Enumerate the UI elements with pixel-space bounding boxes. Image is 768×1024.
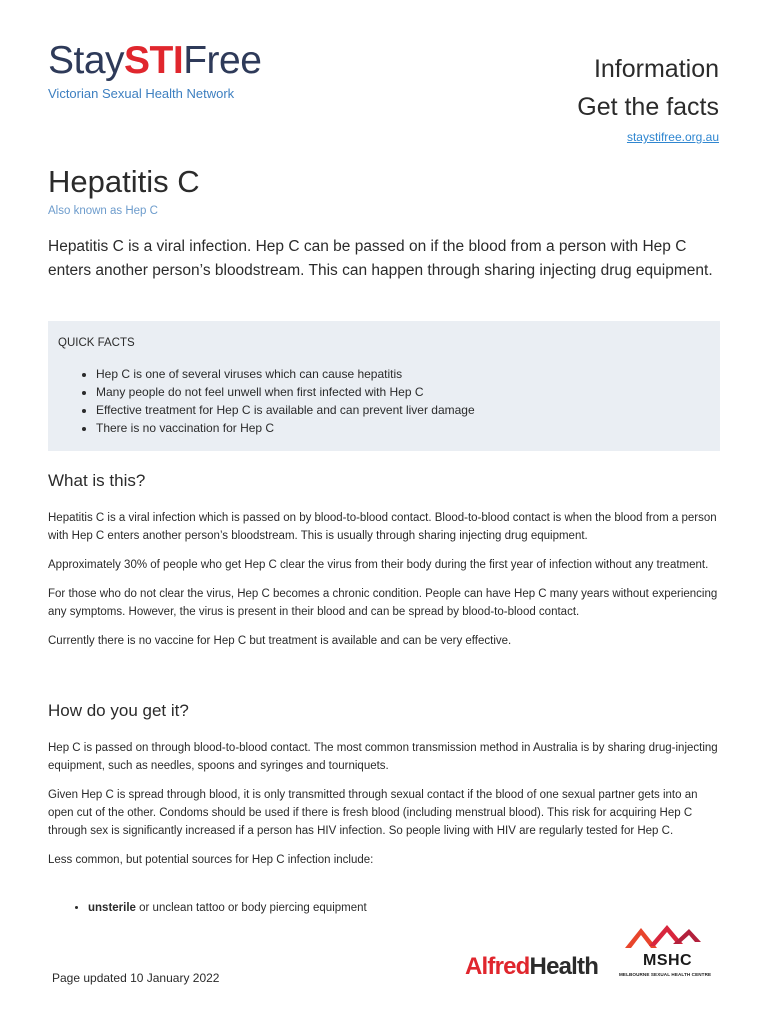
mshc-subtitle: MELBOURNE SEXUAL HEALTH CENTRE	[619, 972, 712, 977]
also-known-as: Also known as Hep C	[48, 205, 158, 217]
infection-sources-list	[48, 899, 367, 917]
mshc-mark-icon	[617, 922, 721, 954]
logo-highlight: STI	[124, 39, 184, 82]
intro-paragraph: Hepatitis C is a viral infection. Hep C can be passed on if the blood from a person with Hep C enters another person’s bloodstream. This can happen through sharing injecting drug equipment.	[48, 238, 713, 279]
paragraph: For those who do not clear the virus, Hep C becomes a chronic condition. People can have Hep C many years without experiencing any symptoms. However, the virus is present in their blood and can be spread by blood-to-blood contact.	[48, 588, 718, 618]
source-item-bold: unsterile	[88, 902, 136, 914]
section-heading-what: What is this?	[48, 471, 146, 490]
quick-fact-item: • Hep C is one of several viruses which can cause hepatitis	[96, 365, 720, 383]
source-item-text: or unclean tattoo or body piercing equipment	[135, 902, 367, 914]
staystifree-logo[interactable]	[48, 38, 261, 84]
website-link[interactable]: staystifree.org.au	[626, 130, 719, 144]
alfred-health-logo	[465, 953, 598, 981]
mshc-logo	[617, 922, 721, 982]
source-item	[88, 899, 367, 917]
header-line-get-facts: Get the facts	[577, 93, 719, 121]
quick-fact-item: • Effective treatment for Hep C is available and can prevent liver damage	[96, 401, 720, 419]
section-what-body	[48, 509, 720, 661]
quick-fact-item: • There is no vaccination for Hep C	[96, 419, 720, 437]
alfred-logo-part1: Alfred	[465, 953, 530, 980]
section-heading-how: How do you get it?	[48, 701, 189, 720]
quick-facts-list	[58, 365, 720, 437]
alfred-logo-part2: Health	[529, 953, 599, 980]
paragraph: Less common, but potential sources for Hep C infection include:	[48, 854, 374, 866]
paragraph: Given Hep C is spread through blood, it is only transmitted through sexual contact if the blood of one sexual partner gets into an open cut of the other. Condoms should be used if there is fresh blood (including menstrual blood). This risk for acquiring Hep C through sex is significantly increased if a person has HIV infection. So people living with HIV are regularly tested for Hep C.	[48, 789, 698, 837]
mshc-label: MSHC	[643, 952, 693, 969]
paragraph: Approximately 30% of people who get Hep C clear the virus from their body during the first year of infection without any treatment.	[48, 559, 709, 571]
tagline: Victorian Sexual Health Network	[48, 86, 235, 101]
header-info	[577, 50, 719, 146]
header-line-information: Information	[593, 55, 719, 83]
quick-facts-box	[48, 321, 720, 451]
page-title: Hepatitis C	[48, 164, 200, 199]
brand-block	[48, 38, 261, 101]
paragraph: Hepatitis C is a viral infection which is passed on by blood-to-blood contact. Blood-to-blood contact is when the blood from a person with Hep C enters another person’s bloodstream. This is usually through sharing injecting drug equipment.	[48, 512, 717, 542]
logo-suffix: Free	[183, 39, 262, 82]
paragraph: Currently there is no vaccine for Hep C but treatment is available and can be very effective.	[48, 635, 512, 647]
paragraph: Hep C is passed on through blood-to-blood contact. The most common transmission method in Australia is by sharing drug-injecting equipment, such as needles, spoons and syringes and tourniquets.	[48, 742, 718, 772]
quick-facts-heading: QUICK FACTS	[58, 337, 135, 349]
page-updated-date: Page updated 10 January 2022	[52, 971, 220, 985]
section-how-body	[48, 739, 720, 880]
quick-fact-item: • Many people do not feel unwell when first infected with Hep C	[96, 383, 720, 401]
logo-prefix: Stay	[48, 39, 125, 82]
